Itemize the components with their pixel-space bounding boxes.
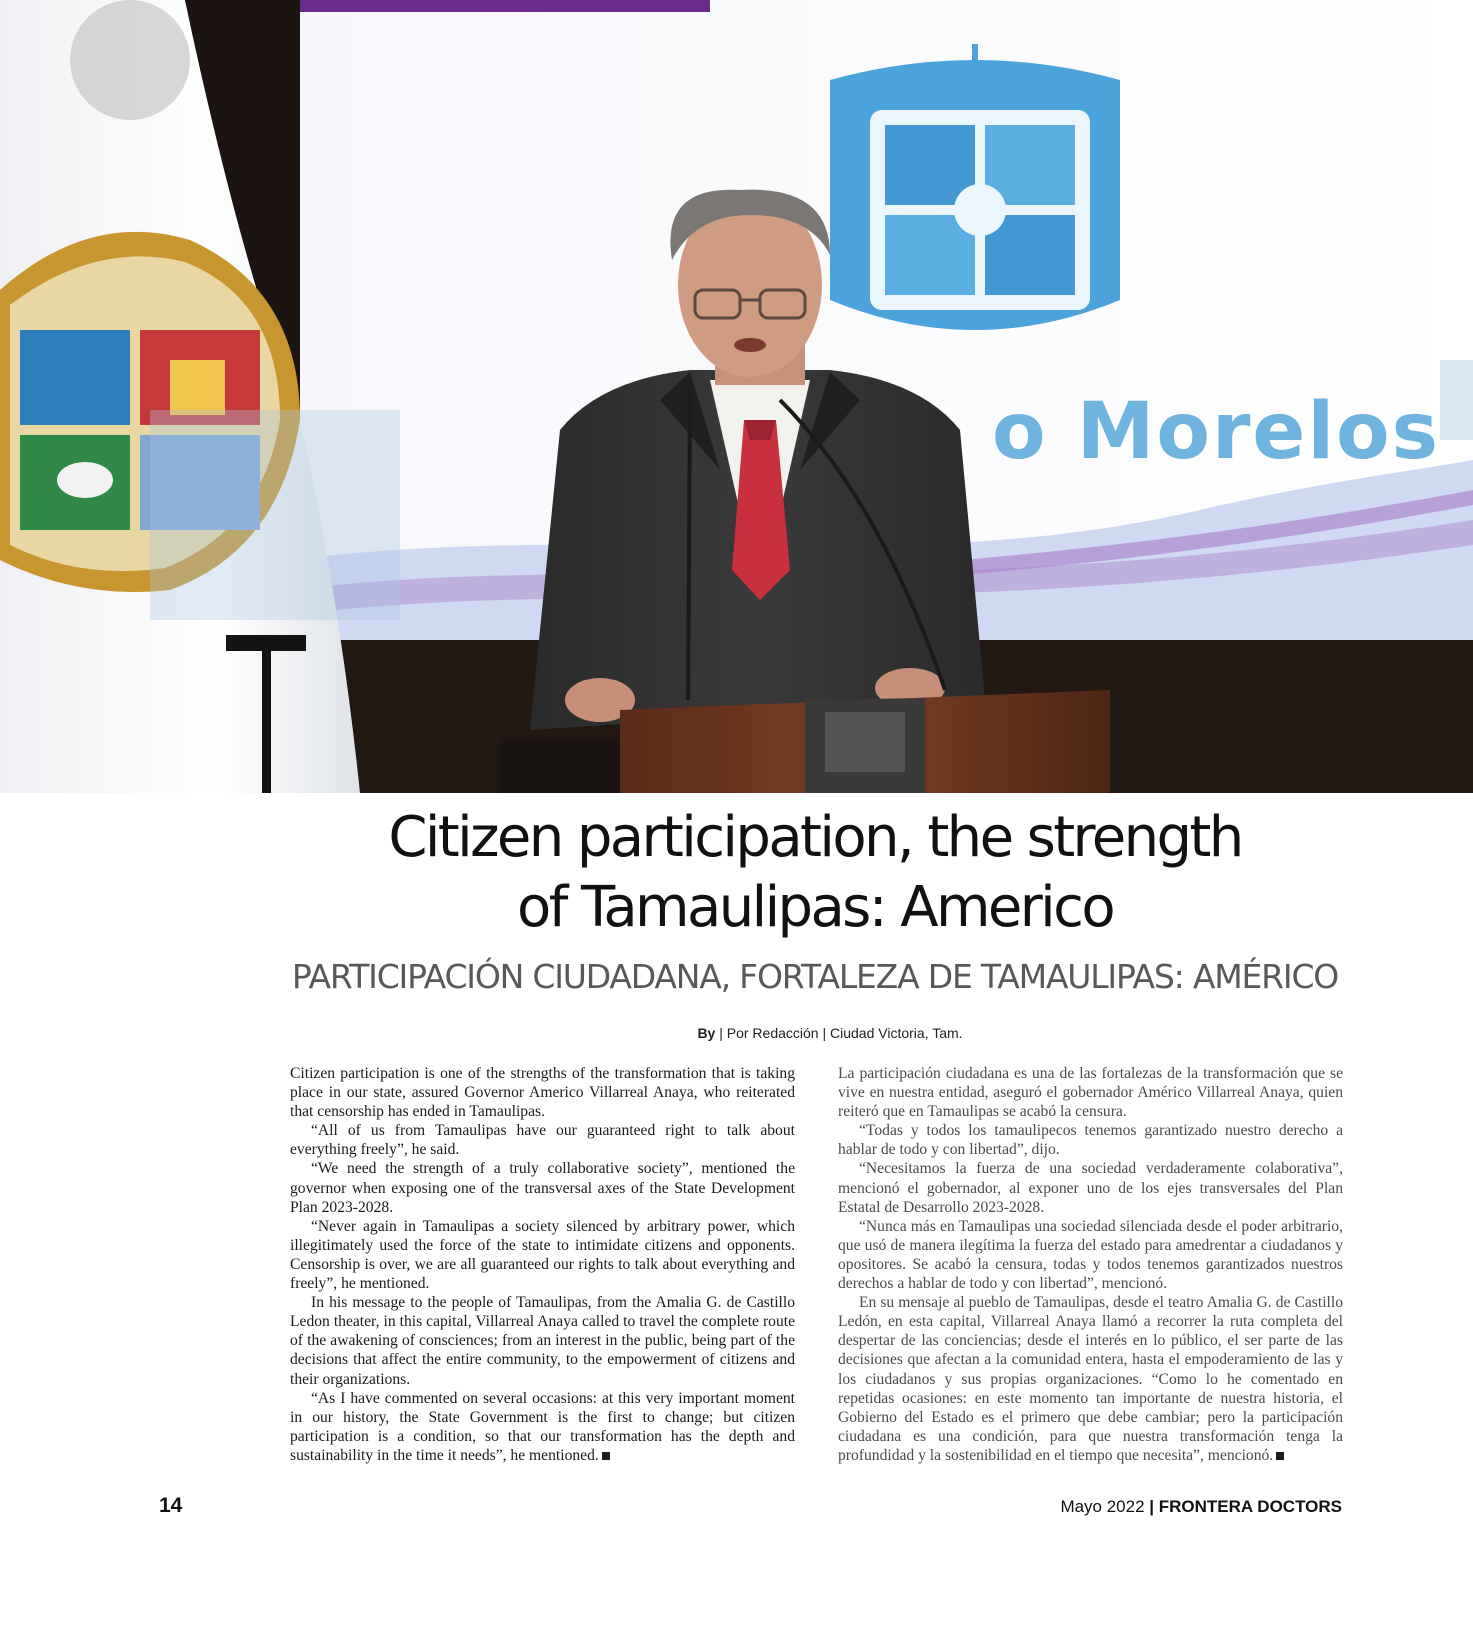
publication-name: FRONTERA DOCTORS [1158, 1497, 1342, 1516]
english-paragraph-text: “As I have commented on several occasions: at this very important moment in our history, the State Government is the first to change; but citizen participation is a condition, so that our transformation has the depth and sustainability in the time it needs”, he mentioned. [290, 1389, 795, 1464]
banner-text: o Morelos [992, 387, 1441, 477]
byline-label: By [697, 1025, 716, 1041]
english-paragraph-last [290, 1389, 795, 1465]
spanish-paragraph: “Necesitamos la fuerza de una sociedad verdaderamente colaborativa”, mencionó el gobernador, al exponer uno de los ejes transversales del Plan Estatal de Desarrollo 2023-2028. [838, 1160, 1343, 1216]
footer-issue-info [1000, 1497, 1342, 1517]
english-paragraph: Citizen participation is one of the strengths of the transformation that is taking place in our state, assured Governor Americo Villarreal Anaya, who reiterated that censorship has ended in Tamaulipas. [290, 1065, 795, 1121]
spanish-column [838, 1064, 1343, 1465]
footer-separator: | [1144, 1497, 1159, 1516]
microphone [688, 390, 690, 700]
headline-line-1: Citizen participation, the strength [388, 805, 1242, 870]
municipal-coat-of-arms [830, 44, 1120, 330]
hero-photo [0, 0, 1473, 793]
spanish-paragraph-last [838, 1293, 1343, 1465]
english-column [290, 1064, 795, 1465]
article-headline [160, 803, 1470, 943]
issue-date: Mayo 2022 [1060, 1497, 1145, 1516]
page-number: 14 [159, 1494, 183, 1517]
spanish-paragraph: “Todas y todos los tamaulipecos tenemos garantizado nuestro derecho a hablar de todo y con libertad”, dijo. [838, 1122, 1343, 1159]
spanish-paragraph-text: En su mensaje al pueblo de Tamaulipas, desde el teatro Amalia G. de Castillo Ledón, en esta capital, Villarreal Anaya llamó a recorrer la ruta completa del despertar de las conciencias; desde el interés en lo público, el ser parte de las decisiones que afectan a la comunidad entera, hasta el empoderamiento de las y los ciudadanos y sus propias organizaciones. “Como lo he comentado en repetidas ocasiones: en este momento tan importante de nuestra historia, el Gobierno del Estado es el primero que debe cambiar; pero la participación ciudadana es una condición, para que nuestra transformación tenga la profundidad y la sostenibilidad en el tiempo que necesita”, mencionó. [838, 1294, 1343, 1464]
english-paragraph: In his message to the people of Tamaulipas, from the Amalia G. de Castillo Ledon theater, in this capital, Villarreal Anaya called to travel the complete route of the awakening of consciences; from an interest in the public, being part of the decisions that affect the entire community, to the empowerment of citizens and their organizations. [290, 1294, 795, 1388]
end-mark-icon [1276, 1452, 1284, 1460]
spanish-paragraph: La participación ciudadana es una de las fortalezas de la transformación que se vive en nuestra entidad, aseguró el gobernador Américo Villarreal Anaya, quien reiteró que en Tamaulipas se acabó la censura. [838, 1065, 1343, 1121]
article-subheadline: PARTICIPACIÓN CIUDADANA, FORTALEZA DE TAMAULIPAS: AMÉRICO [291, 957, 1339, 996]
byline-text: | Por Redacción | Ciudad Victoria, Tam. [715, 1025, 963, 1041]
spanish-paragraph: “Nunca más en Tamaulipas una sociedad silenciada desde el poder arbitrario, que usó de manera ilegítima la fuerza del estado para amedrentar a ciudadanos y opositores. Se acabó la censura, todas y todos tenemos garantizados nuestros derechos a hablar de todo y con libertad”, mencionó. [838, 1217, 1343, 1293]
headline-line-2: of Tamaulipas: Americo [517, 875, 1113, 940]
english-paragraph: “Never again in Tamaulipas a society silenced by arbitrary power, which illegitimately used the force of the state to intimidate citizens and opponents. Censorship is over, we are all guaranteed our rights to talk about everything and freely”, he mentioned. [290, 1217, 795, 1293]
english-paragraph: “We need the strength of a truly collaborative society”, mentioned the governor when exposing one of the transversal axes of the State Development Plan 2023-2028. [290, 1160, 795, 1216]
byline [400, 1025, 1260, 1041]
end-mark-icon [602, 1452, 610, 1460]
english-paragraph: “All of us from Tamaulipas have our guaranteed right to talk about everything freely”, he said. [290, 1122, 795, 1159]
